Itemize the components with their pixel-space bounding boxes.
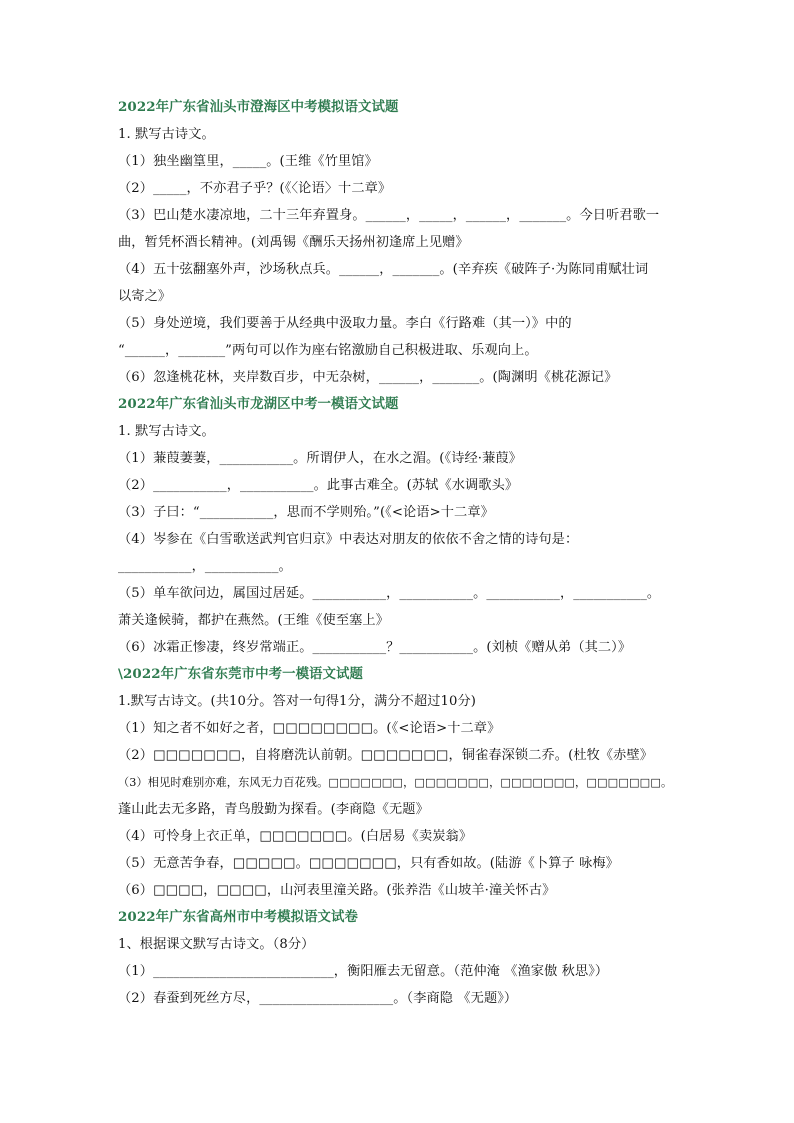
- question-item: （4）岑参在《白雪歌送武判官归京》中表达对朋友的依依不舍之情的诗句是：: [118, 532, 579, 547]
- question-heading: 1. 默写古诗文。: [118, 424, 215, 439]
- question-item-continued: 萧关逢候骑，都护在燕然。(王维《使至塞上》: [118, 613, 389, 628]
- question-item: （3）巴山楚水凄凉地，二十三年弃置身。______，_____，______，_______。今日听君歌一: [118, 208, 660, 223]
- section-title: \2022年广东省东莞市中考一模语文试题: [118, 666, 364, 682]
- section-title: 2022年广东省高州市中考模拟语文试卷: [118, 909, 359, 925]
- question-item: （4）可怜身上衣正单，□□□□□□□。(白居易《卖炭翁》: [118, 829, 473, 844]
- question-item: （5）单车欲问边，属国过居延。___________，___________。___________，___________。: [118, 586, 661, 601]
- question-item: （1）独坐幽篁里，_____。(王维《竹里馆》: [118, 154, 378, 169]
- section-title: 2022年广东省汕头市澄海区中考模拟语文试题: [118, 99, 399, 115]
- question-item: （2）_____，不亦君子乎？(《〈论语〉十二章》: [118, 181, 392, 196]
- question-heading: 1、根据课文默写古诗文。（8分）: [118, 937, 315, 952]
- document-body: [118, 94, 678, 1012]
- question-item: （6）□□□□，□□□□，山河表里潼关路。(张养浩《山坡羊·潼关怀古》: [118, 883, 556, 898]
- question-heading: 1.默写古诗文。(共10分。答对一句得1分，满分不超过10分): [118, 694, 477, 709]
- question-item: （3）相见时难别亦难，东风无力百花残。□□□□□□□，□□□□□□□，□□□□□□□，□□□□□□□。: [118, 776, 673, 789]
- question-item-continued: 蓬山此去无多路，青鸟殷勤为探看。(李商隐《无题》: [118, 802, 429, 817]
- question-item: （1）蒹葭萋萋，___________。所谓伊人，在水之湄。(《诗经·蒹葭》: [118, 451, 522, 466]
- question-item-continued: ___________，___________。: [118, 559, 292, 574]
- question-item: （5）身处逆境，我们要善于从经典中汲取力量。李白《行路难（其一）》中的: [118, 316, 572, 331]
- question-item-continued: “______，_______”两句可以作为座右铭激励自己积极进取、乐观向上。: [118, 343, 538, 358]
- question-item: （6）忽逢桃花林，夹岸数百步，中无杂树，______，_______。(陶渊明《桃花源记》: [118, 370, 618, 385]
- question-item-continued: 曲，暂凭杯酒长精神。(刘禹锡《酬乐天扬州初逢席上见赠》: [118, 235, 469, 250]
- question-item: （6）冰霜正惨凄，终岁常端正。___________？___________。(刘桢《赠从弟（其二）》: [118, 640, 632, 655]
- question-item: （5）无意苦争春，□□□□□。□□□□□□□，只有香如故。(陆游《卜算子 咏梅》: [118, 856, 619, 871]
- question-item: （2）春蚕到死丝方尽，____________________。（李商隐 《无题》）: [118, 991, 518, 1006]
- section-title: 2022年广东省汕头市龙湖区中考一模语文试题: [118, 396, 399, 412]
- question-item-continued: 以寄之》: [118, 289, 172, 304]
- question-heading: 1. 默写古诗文。: [118, 127, 215, 142]
- question-item: （4）五十弦翻塞外声，沙场秋点兵。______，_______。(辛弃疾《破阵子·为陈同甫赋壮词: [118, 262, 649, 277]
- question-item: （3）子曰：“___________，思而不学则殆。”(《<论语>十二章》: [118, 505, 494, 520]
- question-item: （1）___________________________，衡阳雁去无留意。（范仲淹 《渔家傲 秋思》）: [118, 964, 609, 979]
- question-item: （2）□□□□□□□，自将磨洗认前朝。□□□□□□□，铜雀春深锁二乔。(杜牧《赤壁》: [118, 748, 654, 763]
- question-item: （1）知之者不如好之者，□□□□□□□□。(《<论语>十二章》: [118, 721, 501, 736]
- question-item: （2）___________，___________。此事古难全。(苏轼《水调歌头》: [118, 478, 519, 493]
